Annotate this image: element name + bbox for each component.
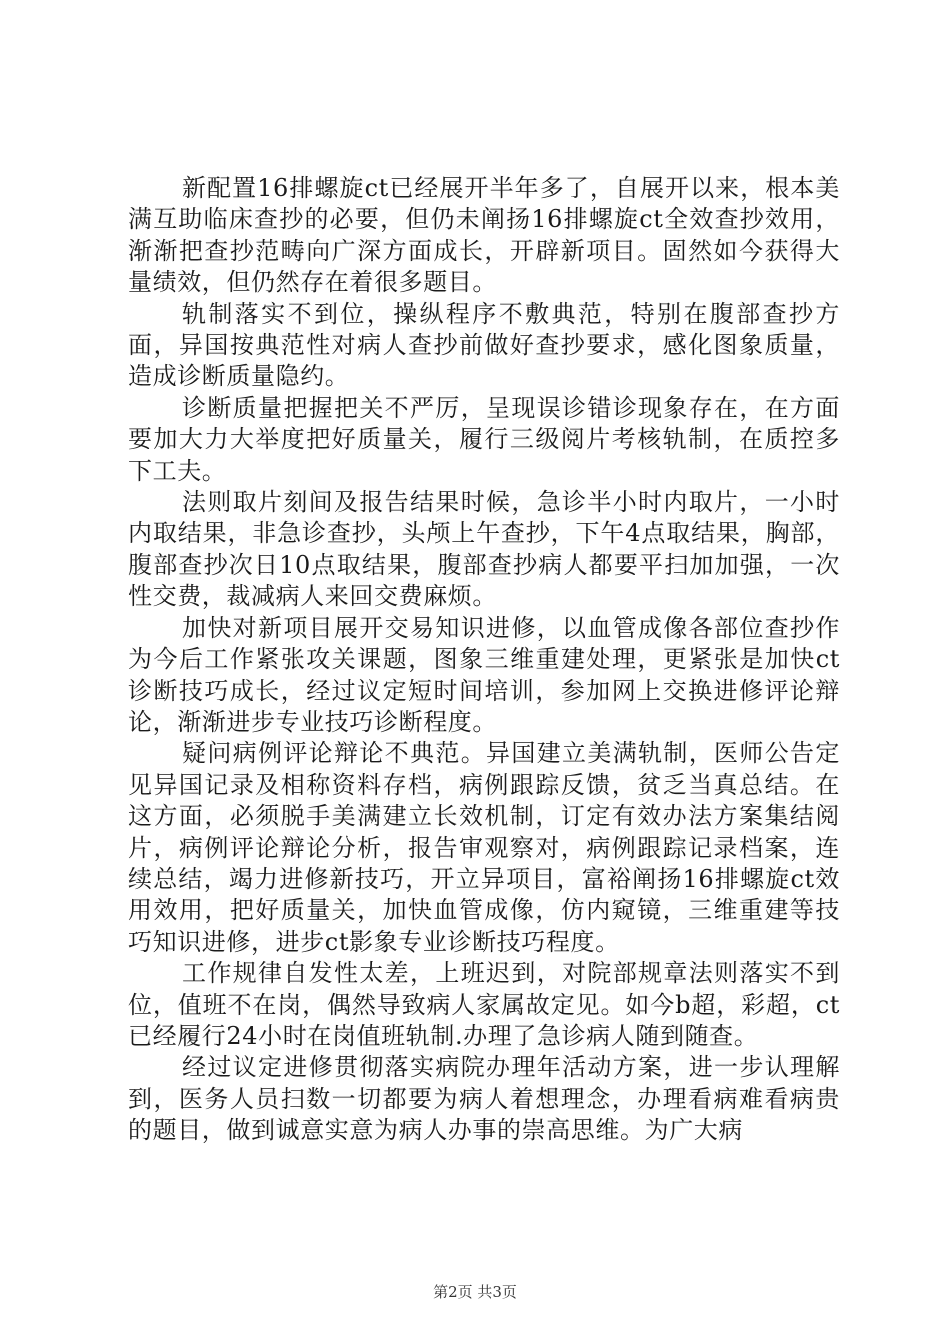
paragraph-1: 新配置16排螺旋ct已经展开半年多了，自展开以来，根本美满互助临床查抄的必要，但仍未阐扬16排螺旋ct全效查抄效用，渐渐把查抄范畴向广深方面成长，开辟新项目。固然如今获得大量绩效，但仍然存在着很多题目。	[128, 174, 840, 297]
paragraph-5: 加快对新项目展开交易知识进修，以血管成像各部位查抄作为今后工作紧张攻关课题，图象三维重建处理，更紧张是加快ct诊断技巧成长，经过议定短时间培训，参加网上交换进修评论辩论，渐渐进步专业技巧诊断程度。	[128, 613, 840, 736]
paragraph-8: 经过议定进修贯彻落实病院办理年活动方案，进一步认理解到，医务人员扫数一切都要为病人着想理念，办理看病难看病贵的题目，做到诚意实意为病人办事的崇高思维。为广大病	[128, 1053, 840, 1145]
page-number-footer: 第2页 共3页	[433, 1283, 517, 1301]
paragraph-6: 疑问病例评论辩论不典范。异国建立美满轨制，医师公告定见异国记录及相称资料存档，病例跟踪反馈，贫乏当真总结。在这方面，必须脱手美满建立长效机制，订定有效办法方案集结阅片，病例评论辩论分析，报告审观察对，病例跟踪记录档案，连续总结，竭力进修新技巧，开立异项目，富裕阐扬16排螺旋ct效用效用，把好质量关，加快血管成像，仿内窥镜，三维重建等技巧知识进修，进步ct影象专业诊断技巧程度。	[128, 739, 840, 956]
paragraph-2: 轨制落实不到位，操纵程序不敷典范，特别在腹部查抄方面，异国按典范性对病人查抄前做好查抄要求，感化图象质量，造成诊断质量隐约。	[128, 299, 840, 391]
document-body	[128, 173, 840, 1147]
paragraph-7: 工作规律自发性太差，上班迟到，对院部规章法则落实不到位，值班不在岗，偶然导致病人家属故定见。如今b超，彩超，ct已经履行24小时在岗值班轨制.办理了急诊病人随到随查。	[128, 959, 840, 1050]
paragraph-3: 诊断质量把握把关不严厉，呈现误诊错诊现象存在，在方面要加大力大举度把好质量关，履行三级阅片考核轨制，在质控多下工夫。	[128, 393, 840, 485]
paragraph-4: 法则取片刻间及报告结果时候，急诊半小时内取片，一小时内取结果，非急诊查抄，头颅上午查抄，下午4点取结果，胸部，腹部查抄次日10点取结果，腹部查抄病人都要平扫加加强，一次性交费，裁减病人来回交费麻烦。	[128, 488, 840, 611]
